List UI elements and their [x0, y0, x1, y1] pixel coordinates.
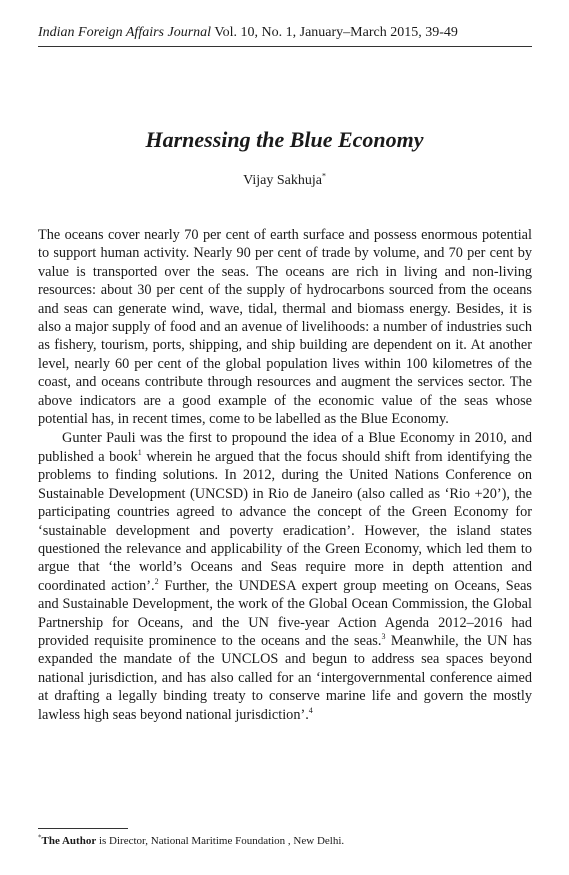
- footnote-ref-4: 4: [308, 705, 313, 715]
- author-footnote-mark: *: [321, 171, 326, 181]
- paragraph-2-part-a: Gunter Pauli was the first to propound the idea of a Blue Economy in 2010, and published a book: [38, 430, 532, 465]
- footnote-divider: [38, 828, 128, 829]
- article-title: Harnessing the Blue Economy: [145, 127, 424, 152]
- paragraph-2: [38, 429, 532, 724]
- paragraph-2-part-c: Further, the UNDESA expert group meeting on Oceans, Seas and Sustainable Development, the work of the Global Ocean Commission, the Global Partnership for Oceans, and the UN five-year Action Agenda 2012–2016 had provided requisite prominence to the oceans and the seas.: [38, 577, 532, 649]
- footnote-text: is Director, National Maritime Foundation , New Delhi.: [96, 835, 345, 847]
- journal-name: Indian Foreign Affairs Journal: [38, 25, 212, 40]
- paragraph-2-part-b: wherein he argued that the focus should shift from identifying the problems to finding solutions. In 2012, during the United Nations Conference on Sustainable Development (UNCSD) in Rio de Janeiro (also called as ‘Rio +20’), the participating countries agreed to advance the concept of the Green Economy for ‘sustainable development and poverty eradication’. However, the island states questioned the relevance and applicability of the Green Economy, which led them to argue that ‘the world’s Oceans and Seas require more in depth attention and coordinated action’.: [38, 448, 532, 594]
- footnote-ref-2: 2: [154, 576, 159, 586]
- author-footnote: [38, 834, 532, 848]
- footnote-label: The Author: [41, 835, 97, 847]
- paragraph-1: The oceans cover nearly 70 per cent of earth surface and possess enormous potential to support human activity. Nearly 90 per cent of trade by volume, and 70 per cent by value is transported over the seas. The oceans are rich in living and non-living resources: about 30 per cent of the supply of hydrocarbons sourced from the oceans and seas can generate wind, wave, tidal, thermal and biomass energy. Besides, it is also a major supply of food and an avenue of livelihoods: a number of industries such as fishery, tourism, ports, shipping, and ship building are dependent on it. At another level, nearly 60 per cent of the global population lives within 100 kilometres of the coast, and oceans contribute through resources and augment the services sector. The above indicators are a good example of the economic value of the seas whose potential has, in recent times, come to be labelled as the Blue Economy.: [38, 227, 532, 428]
- journal-issue: Vol. 10, No. 1, January–March 2015, 39-49: [214, 25, 458, 40]
- article-body: [38, 226, 532, 724]
- author-name: Vijay Sakhuja: [243, 173, 322, 188]
- footnote-ref-1: 1: [137, 448, 142, 458]
- header-divider: [38, 46, 532, 47]
- paragraph-2-part-d: Meanwhile, the UN has expanded the mandate of the UNCLOS and begun to address sea spaces beyond national jurisdiction, and has also called for an ‘intergovernmental conference aimed at drafting a legally binding treaty to conserve marine life and govern the mostly lawless high seas beyond national jurisdiction’.: [38, 632, 532, 723]
- footnote-mark: *: [38, 833, 42, 842]
- author-line: [0, 172, 569, 190]
- running-head: [38, 24, 532, 42]
- footnote-ref-3: 3: [381, 632, 386, 642]
